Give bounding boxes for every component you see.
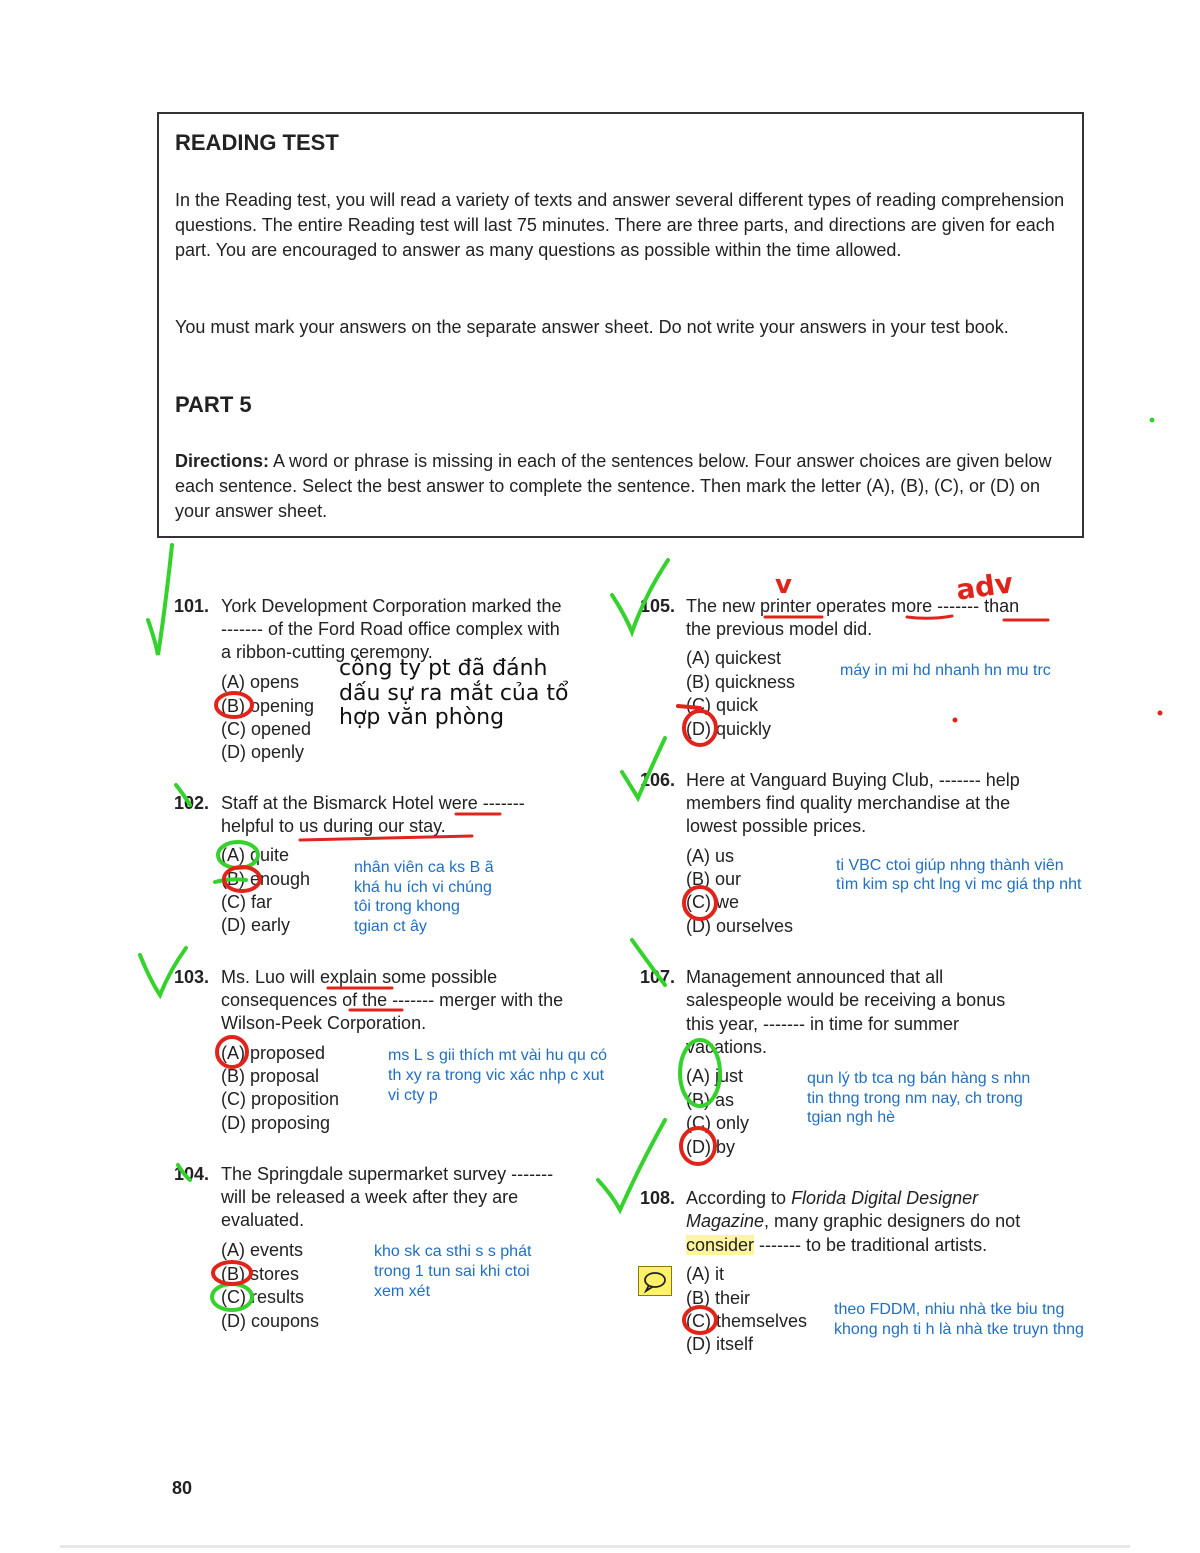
reading-test-title: READING TEST <box>175 130 339 155</box>
option-b[interactable]: (B) their <box>686 1288 751 1308</box>
question-line: Ms. Luo will explain some possible <box>221 967 498 987</box>
question-number: 104. <box>174 1164 210 1184</box>
question-line: The Springdale supermarket survey ------- <box>221 1164 554 1184</box>
option-c[interactable]: (C) results <box>221 1287 305 1307</box>
question-line: salespeople would be receiving a bonus <box>686 990 1006 1010</box>
option-d[interactable]: (D) early <box>221 915 291 935</box>
part-title: PART 5 <box>175 392 252 417</box>
question-line: lowest possible prices. <box>686 816 867 836</box>
question-line: ------- of the Ford Road office complex with <box>221 619 560 639</box>
scan-edge <box>60 1545 1130 1548</box>
question-line: a ribbon-cutting ceremony. <box>221 642 433 662</box>
option-d[interactable]: (D) by <box>686 1137 735 1157</box>
comment-icon[interactable] <box>638 1266 672 1296</box>
option-b[interactable]: (B) as <box>686 1090 735 1110</box>
option-d[interactable]: (D) proposing <box>221 1113 331 1133</box>
question-line: will be released a week after they are <box>221 1187 519 1207</box>
option-b[interactable]: (B) stores <box>221 1264 300 1284</box>
intro-paragraph: In the Reading test, you will read a variety of texts and answer several different types of reading comprehension questions. The entire Reading test will last 75 minutes. There are three parts, and directions are given for each part. You are encouraged to answer as many questions as possible within the time allowed. <box>175 190 1065 260</box>
question-line: helpful to us during our stay. <box>221 816 446 836</box>
note-line: tôi trong khong <box>354 898 460 915</box>
option-c[interactable]: (C) opened <box>221 719 312 739</box>
note-line: khong ngh ti h là nhà tke truyn thng <box>834 1321 1084 1338</box>
option-c[interactable]: (C) we <box>686 892 739 912</box>
note-line: trong 1 tun sai khi ctoi <box>374 1263 530 1280</box>
comment-icon-glyph <box>639 1267 671 1295</box>
question-line: Staff at the Bismarck Hotel were ------- <box>221 793 525 813</box>
question-line: vacations. <box>686 1037 768 1057</box>
note-line: tìm kim sp cht lng vi mc giá thp nht <box>836 876 1082 893</box>
answer-sheet-note: You must mark your answers on the separate answer sheet. Do not write your answers in your test book. <box>175 317 1009 337</box>
note-v: v <box>775 570 792 600</box>
option-c[interactable]: (C) only <box>686 1113 750 1133</box>
question-line: the previous model did. <box>686 619 873 639</box>
directions-paragraph <box>175 449 1075 524</box>
option-b[interactable]: (B) proposal <box>221 1066 320 1086</box>
option-b[interactable]: (B) enough <box>221 869 311 889</box>
note-line: ti VBC ctoi giúp nhng thành viên <box>836 857 1064 874</box>
option-d[interactable]: (D) ourselves <box>686 916 794 936</box>
note-line: xem xét <box>374 1283 431 1300</box>
question-line: consequences of the ------- merger with the <box>221 990 564 1010</box>
option-d[interactable]: (D) quickly <box>686 719 772 739</box>
note-line: qun lý tb tca ng bán hàng s nhn <box>807 1070 1031 1087</box>
question-line: members find quality merchandise at the <box>686 793 1011 813</box>
option-a[interactable]: (A) just <box>686 1066 744 1086</box>
note-line: th xy ra trong vic xác nhp c xut <box>388 1067 605 1084</box>
note-line: tgian ct ây <box>354 918 427 935</box>
note-line: kho sk ca sthi s s phát <box>374 1243 532 1260</box>
option-c[interactable]: (C) far <box>221 892 272 912</box>
option-c[interactable]: (C) quick <box>686 695 759 715</box>
question-number: 105. <box>640 596 676 616</box>
page-number: 80 <box>172 1478 193 1498</box>
line-text: , many graphic designers do not <box>764 1211 1021 1231</box>
directions-text: A word or phrase is missing in each of the sentences below. Four answer choices are given below each sentence. Select the best answer to complete the sentence. Then mark the letter (A), (B), (C), or (D) on your answer sheet. <box>175 451 1052 521</box>
question-line: this year, ------- in time for summer <box>686 1014 960 1034</box>
option-a[interactable]: (A) quickest <box>686 648 782 668</box>
question-number: 107. <box>640 967 676 987</box>
option-d[interactable]: (D) coupons <box>221 1311 320 1331</box>
question-line: Wilson-Peek Corporation. <box>221 1013 427 1033</box>
directions-label: Directions: <box>175 451 270 471</box>
note-line: khá hu ích vi chúng <box>354 879 492 896</box>
option-b[interactable]: (B) opening <box>221 696 315 716</box>
option-d[interactable]: (D) itself <box>686 1334 753 1354</box>
note-line: nhân viên ca ks B ã <box>354 859 494 876</box>
option-a[interactable]: (A) opens <box>221 672 300 692</box>
question-line <box>686 1210 1020 1233</box>
note-line: vi cty p <box>388 1087 438 1104</box>
question-number: 108. <box>640 1188 676 1208</box>
note-adv: adv <box>953 566 1016 607</box>
magazine-title: Magazine <box>686 1211 765 1231</box>
question-line: Management announced that all <box>686 967 944 987</box>
note-line: tgian ngh hè <box>807 1109 896 1126</box>
note-line: theo FDDM, nhiu nhà tke biu tng <box>834 1301 1065 1318</box>
question-number: 106. <box>640 770 676 790</box>
question-line: Here at Vanguard Buying Club, ------- help <box>686 770 1020 790</box>
line-text: According to <box>686 1188 792 1208</box>
red-dot <box>953 718 958 723</box>
green-dot <box>1150 418 1155 423</box>
option-b[interactable]: (B) quickness <box>686 672 796 692</box>
question-line: The new printer operates more ------- than <box>686 596 1020 616</box>
note-line: dấu sự ra mắt của tổ <box>339 681 569 706</box>
option-c[interactable]: (C) themselves <box>686 1311 808 1331</box>
note-line: ms L s gii thích mt vài hu qu có <box>388 1047 608 1064</box>
note-line: máy in mi hd nhanh hn mu trc <box>840 662 1051 679</box>
note-line: hợp văn phòng <box>339 705 505 730</box>
question-number: 101. <box>174 596 210 616</box>
question-line <box>686 1234 987 1257</box>
note-line: tin thng trong nm nay, ch trong <box>807 1090 1023 1107</box>
check-mark-101 <box>148 545 172 655</box>
instructions-box <box>157 112 1084 538</box>
option-b[interactable]: (B) our <box>686 869 742 889</box>
option-a[interactable]: (A) proposed <box>221 1043 326 1063</box>
option-a[interactable]: (A) it <box>686 1264 724 1284</box>
question-line <box>686 1187 978 1210</box>
option-a[interactable]: (A) quite <box>221 845 290 865</box>
option-a[interactable]: (A) us <box>686 846 735 866</box>
red-dot <box>1158 711 1163 716</box>
question-number: 102. <box>174 793 210 813</box>
note-line: công ty pt đã đánh <box>339 656 548 681</box>
question-line: York Development Corporation marked the <box>221 596 562 616</box>
magazine-title: Florida Digital Designer <box>791 1188 979 1208</box>
question-number: 103. <box>174 967 210 987</box>
option-c[interactable]: (C) proposition <box>221 1089 340 1109</box>
question-line: evaluated. <box>221 1210 305 1230</box>
line-text: ------- to be traditional artists. <box>754 1235 988 1255</box>
highlighted-word: consider <box>686 1235 755 1255</box>
option-d[interactable]: (D) openly <box>221 742 305 762</box>
option-a[interactable]: (A) events <box>221 1240 304 1260</box>
